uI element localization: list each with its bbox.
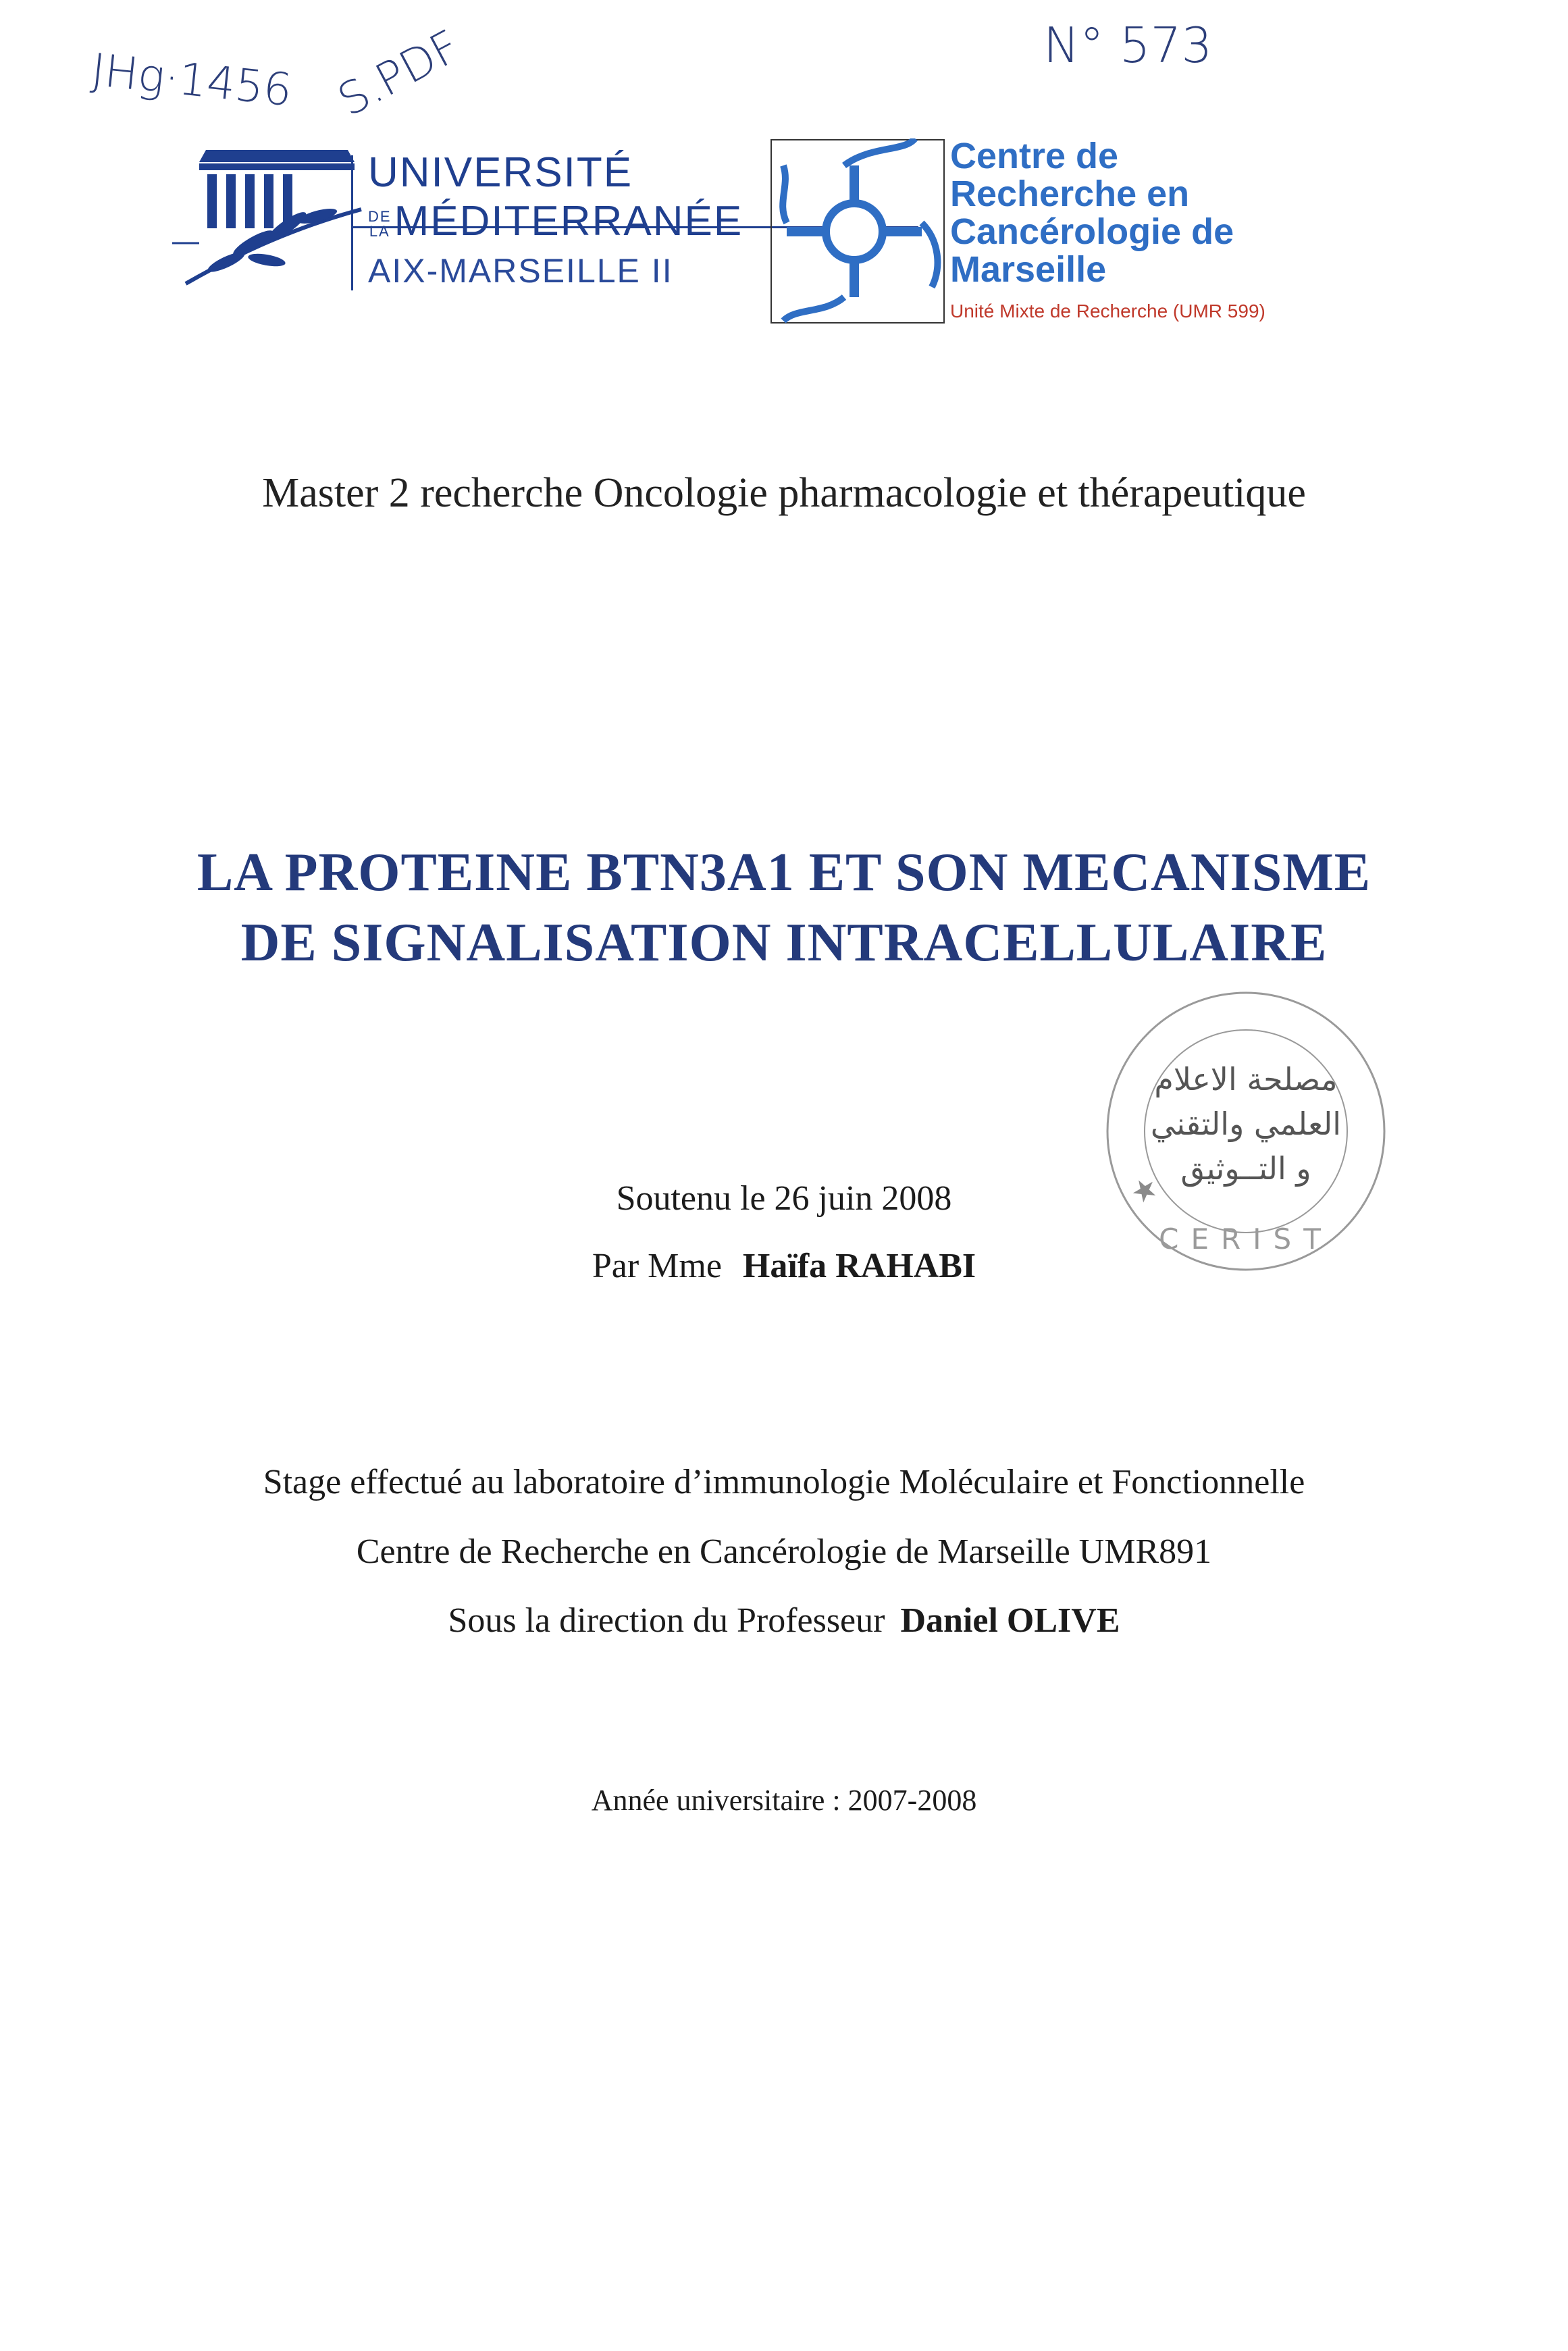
research-center-logo xyxy=(770,138,945,324)
supervisor-line xyxy=(0,1601,1568,1640)
stamp-line2: العلمي والتقني xyxy=(1150,1106,1342,1142)
internship-lab-line: Stage effectué au laboratoire d’immunologie Moléculaire et Fonctionnelle xyxy=(263,1463,1305,1501)
stamp-bottom-text: CERIST xyxy=(1159,1222,1333,1256)
program-title: Master 2 recherche Oncologie pharmacologie et thérapeutique xyxy=(262,470,1306,516)
author-prefix: Par Mme xyxy=(592,1247,722,1285)
stamp-line3: و التــوثيق xyxy=(1180,1150,1311,1187)
research-center-name-line1: Centre de xyxy=(950,136,1119,176)
university-name-line3: AIX-MARSEILLE II xyxy=(368,252,673,290)
university-name-line2: DE LAMÉDITERRANÉE xyxy=(368,198,743,244)
supervisor-prefix: Sous la direction du Professeur xyxy=(448,1601,885,1640)
svg-text:★: ★ xyxy=(1124,1168,1165,1212)
academic-year: Année universitaire : 2007-2008 xyxy=(591,1784,977,1817)
institution-stamp xyxy=(1097,983,1394,1280)
author-line xyxy=(0,1246,1568,1286)
handwritten-pdf-mark: S.PDF xyxy=(330,20,469,127)
stamp-line1: مصلحة الاعلام xyxy=(1154,1061,1338,1097)
de-la-label: DE LA xyxy=(368,207,392,240)
research-center-name-line4: Marseille xyxy=(950,249,1107,290)
molecule-icon xyxy=(770,138,945,324)
handwritten-code: JHg·1456 xyxy=(88,43,294,117)
university-name-line1: UNIVERSITÉ xyxy=(368,149,633,196)
supervisor-name: Daniel OLIVE xyxy=(900,1601,1120,1640)
thesis-title-line2: DE SIGNALISATION INTRACELLULAIRE xyxy=(240,913,1328,973)
author-name: Haïfa RAHABI xyxy=(742,1247,976,1285)
handwritten-number: N° 573 xyxy=(1043,17,1213,74)
thesis-title-line1: LA PROTEINE BTN3A1 ET SON MECANISME xyxy=(197,843,1371,902)
internship-center-line: Centre de Recherche en Cancérologie de Marseille UMR891 xyxy=(356,1532,1212,1571)
research-center-name-line2: Recherche en xyxy=(950,174,1190,214)
university-emblem-icon xyxy=(172,142,375,297)
research-center-subtitle: Unité Mixte de Recherche (UMR 599) xyxy=(950,301,1265,321)
research-center-name-line3: Cancérologie de xyxy=(950,211,1234,252)
defense-date: Soutenu le 26 juin 2008 xyxy=(616,1179,952,1218)
